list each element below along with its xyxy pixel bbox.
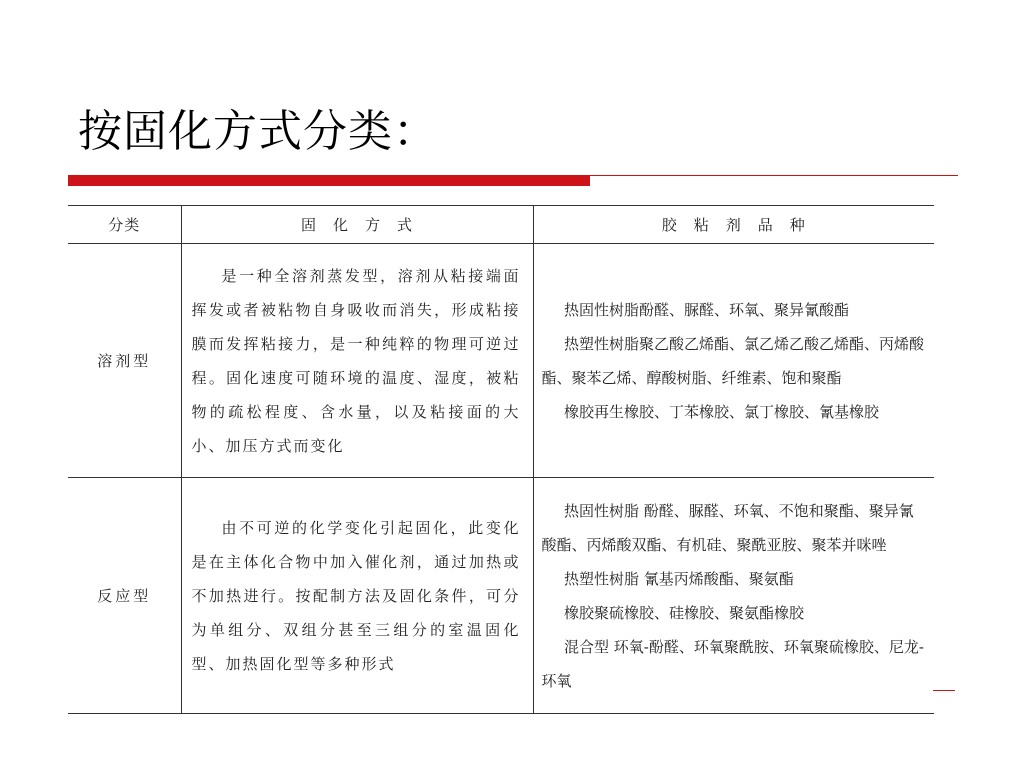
- curing-mode-cell: [181, 244, 533, 478]
- header-adhesive-varieties: 胶 粘 剂 品 种: [533, 206, 934, 244]
- corner-rule: [933, 690, 955, 691]
- table-row: [68, 244, 934, 478]
- variety-item: 热塑性树脂 氰基丙烯酸酯、聚氨酯: [564, 569, 794, 588]
- variety-item: 热塑性树脂聚乙酸乙烯酯、氯乙烯乙酸乙烯酯、丙烯酸酯、聚苯乙烯、醇酸树脂、纤维素、饱和聚酯: [541, 334, 925, 387]
- slide-title: 按固化方式分类：: [78, 106, 438, 157]
- variety-item: 热固性树脂 酚醛、脲醛、环氧、不饱和聚酯、聚异氰酸酯、丙烯酸双酯、有机硅、聚酰亚胺、聚苯并咪唑: [541, 501, 914, 554]
- row-type-solvent: 溶剂型: [68, 244, 181, 478]
- classification-table: [68, 205, 934, 714]
- curing-mode-text: 由不可逆的化学变化引起固化，此变化是在主体化合物中加入催化剂，通过加热或不加热进行。按配制方法及固化条件，可分为单组分、双组分甚至三组分的室温固化型、加热固化型等多种形式: [191, 518, 521, 673]
- header-category: 分类: [68, 206, 181, 244]
- curing-mode-cell: [181, 478, 533, 714]
- varieties-cell: [533, 478, 934, 714]
- header-curing-mode: 固 化 方 式: [181, 206, 533, 244]
- table-row: [68, 478, 934, 714]
- table-header-row: [68, 206, 934, 244]
- title-underline-bar: [68, 175, 590, 186]
- varieties-cell: [533, 244, 934, 478]
- row-type-reactive: 反应型: [68, 478, 181, 714]
- variety-item: 热固性树脂酚醛、脲醛、环氧、聚异氰酸酯: [564, 300, 850, 319]
- curing-mode-text: 是一种全溶剂蒸发型，溶剂从粘接端面挥发或者被粘物自身吸收而消失，形成粘接膜而发挥粘接力，是一种纯粹的物理可逆过程。固化速度可随环境的温度、湿度，被粘物的疏松程度、含水量，以及粘接面的大小、加压方式而变化: [191, 266, 521, 455]
- variety-item: 橡胶再生橡胶、丁苯橡胶、氯丁橡胶、氰基橡胶: [564, 402, 880, 421]
- variety-item: 橡胶聚硫橡胶、硅橡胶、聚氨酯橡胶: [564, 603, 805, 622]
- title-underline-thin: [590, 175, 958, 176]
- variety-item: 混合型 环氧-酚醛、环氧聚酰胺、环氧聚硫橡胶、尼龙-环氧: [541, 637, 924, 690]
